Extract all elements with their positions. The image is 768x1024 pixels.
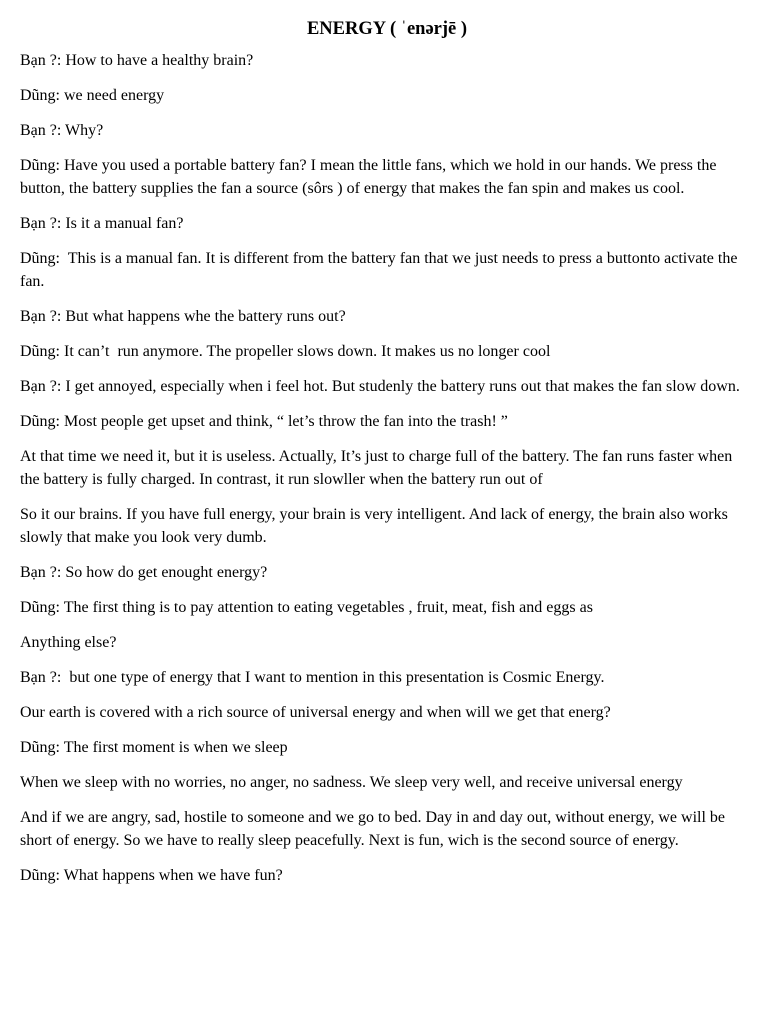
paragraph: Bạn ?: But what happens whe the battery runs out?	[20, 308, 346, 325]
paragraph: Bạn ?: but one type of energy that I want to mention in this presentation is Cosmic Energy.	[20, 669, 605, 686]
paragraph: Anything else?	[20, 634, 117, 651]
paragraph: Dũng: It can’t run anymore. The propeller slows down. It makes us no longer cool	[20, 343, 551, 360]
paragraph: Dũng: The first thing is to pay attention to eating vegetables , fruit, meat, fish and eggs as	[20, 599, 593, 616]
paragraph: And if we are angry, sad, hostile to someone and we go to bed. Day in and day out, without energy, we will be short of energy. So we have to really sleep peacefully. Next is fun, wich is the second source of energy.	[20, 809, 730, 849]
paragraph: Our earth is covered with a rich source of universal energy and when will we get that energ?	[20, 704, 611, 721]
paragraph: Dũng: This is a manual fan. It is different from the battery fan that we just needs to press a buttonto activate the fan.	[20, 250, 742, 290]
paragraph: Dũng: Have you used a portable battery fan? I mean the little fans, which we hold in our hands. We press the button, the battery supplies the fan a source (sôrs ) of energy that makes the fan spin and makes us cool.	[20, 157, 721, 197]
paragraph: Bạn ?: So how do get enought energy?	[20, 564, 268, 581]
paragraph: Dũng: What happens when we have fun?	[20, 867, 283, 884]
document-title: ENERGY ( ˈenərjē )	[306, 19, 468, 39]
paragraph: Bạn ?: Is it a manual fan?	[20, 215, 184, 232]
paragraph: Dũng: we need energy	[20, 87, 165, 104]
paragraph: Dũng: Most people get upset and think, “ let’s throw the fan into the trash! ”	[20, 413, 508, 430]
paragraph: At that time we need it, but it is useless. Actually, It’s just to charge full of the battery. The fan runs faster when the battery is fully charged. In contrast, it run slowller when the battery run out of	[20, 448, 737, 488]
paragraph: Bạn ?: Why?	[20, 122, 104, 139]
paragraph: When we sleep with no worries, no anger, no sadness. We sleep very well, and receive universal energy	[20, 774, 683, 791]
paragraph: Bạn ?: I get annoyed, especially when i feel hot. But studenly the battery runs out that makes the fan slow down.	[20, 378, 740, 395]
paragraph: So it our brains. If you have full energy, your brain is very intelligent. And lack of energy, the brain also works slowly that make you look very dumb.	[20, 506, 732, 546]
paragraph: Dũng: The first moment is when we sleep	[20, 739, 288, 756]
paragraph: Bạn ?: How to have a healthy brain?	[20, 52, 254, 69]
